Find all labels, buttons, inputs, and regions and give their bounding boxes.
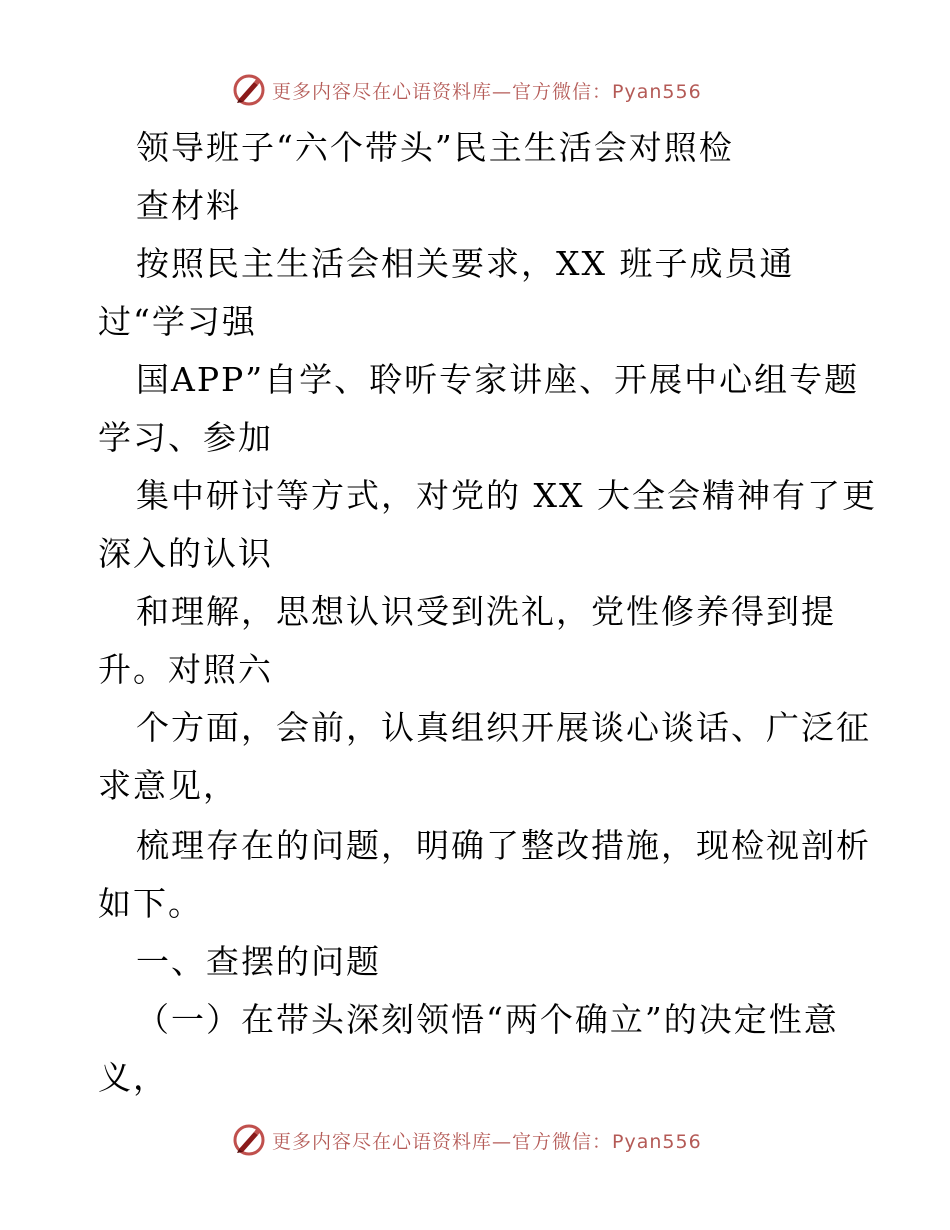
paragraph-line: 集中研讨等方式，对党的 XX 大全会精神有了更 [136,476,877,515]
footer-watermark [232,1120,702,1160]
watermark-text: 更多内容尽在心语资料库—官方微信：Pyan556 [272,1130,702,1153]
paragraph-line: 梳理存在的问题，明确了整改措施，现检视剖析 [136,826,871,865]
paragraph-line: 求意见， [98,766,238,805]
paragraph-line: 深入的认识 [98,534,273,573]
title-line-2: 查材料 [136,186,241,225]
subsection-heading: （一）在带头深刻领悟“两个确立”的决定性意 [136,1000,839,1039]
paragraph-line: 个方面，会前，认真组织开展谈心谈话、广泛征 [136,708,871,747]
paragraph-line: 过“学习强 [98,302,257,341]
watermark-text: 更多内容尽在心语资料库—官方微信：Pyan556 [272,80,702,103]
paragraph-line: 升。对照六 [98,650,273,689]
paragraph-line: 如下。 [98,884,203,923]
paragraph-line: 国APP”自学、聆听专家讲座、开展中心组专题 [136,360,860,399]
paragraph-line: 义， [98,1058,168,1097]
paragraph-line: 按照民主生活会相关要求，XX 班子成员通 [136,244,795,283]
title-line-1: 领导班子“六个带头”民主生活会对照检 [136,128,734,167]
header-watermark [232,70,702,110]
section-heading: 一、查摆的问题 [136,942,381,981]
paragraph-line: 学习、参加 [98,418,273,457]
paragraph-line: 和理解，思想认识受到洗礼，党性修养得到提 [136,592,836,631]
pen-logo-icon [232,73,266,107]
pen-logo-icon [232,1123,266,1157]
